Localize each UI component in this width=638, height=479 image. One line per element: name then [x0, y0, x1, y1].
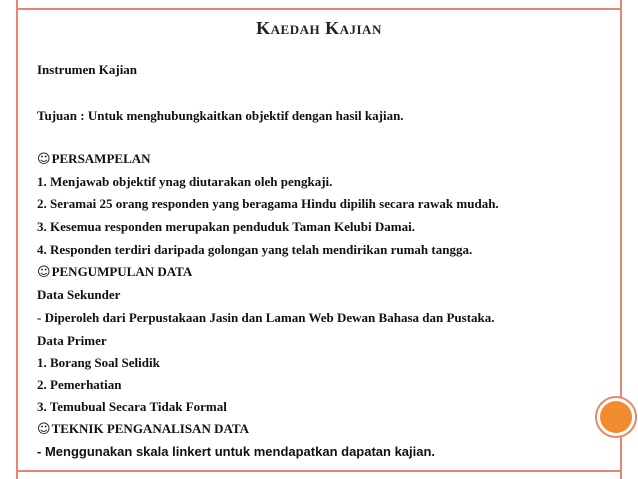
body-line: [37, 333, 107, 349]
body-line: [37, 377, 121, 393]
body-line: [37, 108, 404, 124]
section-heading: [37, 151, 151, 167]
smiley-icon: ☺: [37, 152, 51, 167]
line-text: 1. Menjawab objektif ynag diutarakan oleh pengkaji.: [37, 174, 333, 189]
line-text: TEKNIK PENGANALISAN DATA: [51, 421, 249, 436]
line-text: - Menggunakan skala linkert untuk mendapatkan dapatan kajian.: [37, 444, 436, 459]
body-line: [37, 444, 435, 459]
line-text: PENGUMPULAN DATA: [51, 264, 193, 279]
line-text: 2. Pemerhatian: [37, 377, 122, 392]
section-heading: [37, 264, 192, 280]
section-heading: [37, 421, 249, 437]
slide-title: Kaedah Kajian: [256, 18, 382, 38]
body-line: [37, 242, 472, 258]
line-text: 1. Borang Soal Selidik: [37, 355, 160, 370]
frame-left-line: [16, 0, 18, 479]
decorative-circle-orange: [600, 401, 632, 433]
body-line: [37, 196, 499, 212]
frame-top-line: [16, 8, 622, 10]
line-text: Data Sekunder: [37, 287, 121, 302]
line-text: 4. Responden terdiri daripada golongan yang telah mendirikan rumah tangga.: [37, 242, 473, 257]
body-line: [37, 399, 227, 415]
body-line: [37, 174, 332, 190]
body-line: [37, 219, 415, 235]
body-line: [37, 310, 495, 326]
line-text: - Diperoleh dari Perpustakaan Jasin dan Laman Web Dewan Bahasa dan Pustaka.: [37, 310, 495, 325]
body-line: [37, 355, 160, 371]
line-text: Data Primer: [37, 333, 107, 348]
line-text: Tujuan : Untuk menghubungkaitkan objektif dengan hasil kajian.: [37, 108, 404, 123]
smiley-icon: ☺: [37, 422, 51, 437]
line-text: 3. Temubual Secara Tidak Formal: [37, 399, 227, 414]
smiley-icon: ☺: [37, 265, 51, 280]
line-text: PERSAMPELAN: [51, 151, 151, 166]
line-text: 2. Seramai 25 orang responden yang beragama Hindu dipilih secara rawak mudah.: [37, 196, 499, 211]
body-line: [37, 287, 120, 303]
frame-bottom-line: [16, 470, 622, 472]
line-text: 3. Kesemua responden merupakan penduduk Taman Kelubi Damai.: [37, 219, 415, 234]
line-text: Instrumen Kajian: [37, 62, 138, 77]
body-line: [37, 62, 137, 78]
